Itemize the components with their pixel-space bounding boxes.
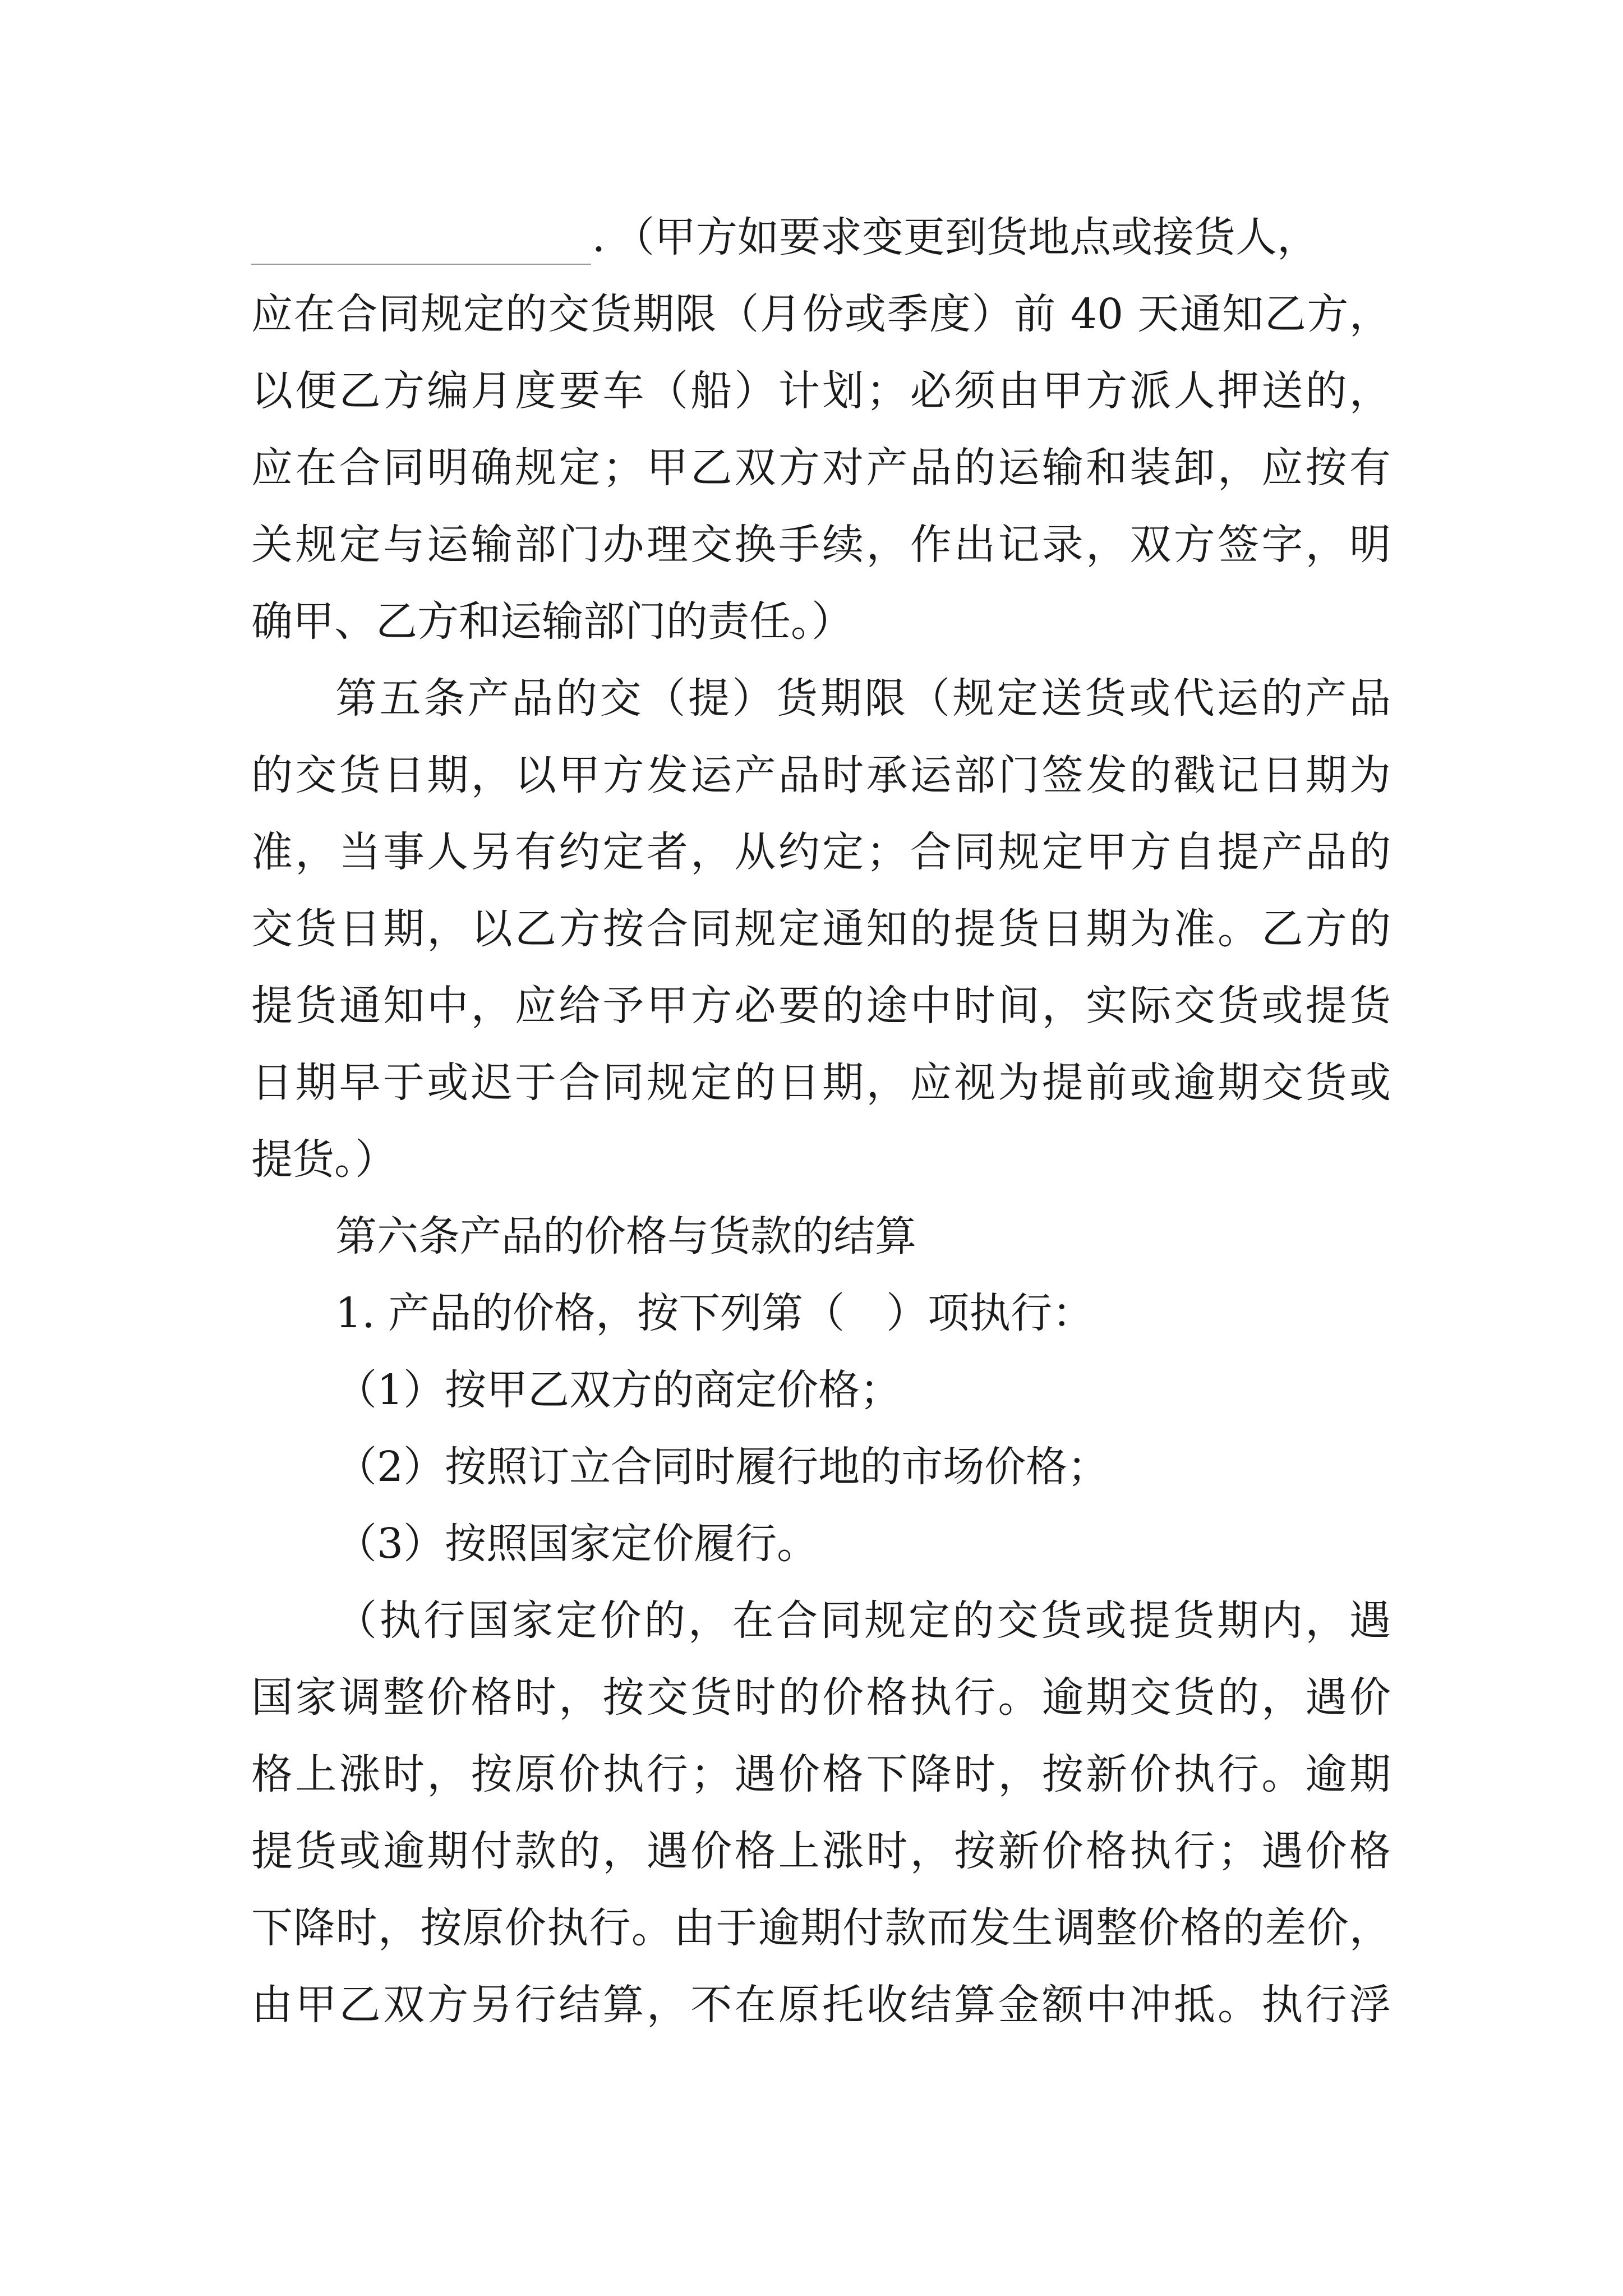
text-line-3: 以便乙方编月度要车（船）计划；必须由甲方派人押送的， [251, 367, 1391, 415]
text-line-6: 确甲、乙方和运输部门的责任。） [251, 597, 853, 646]
text-line-24: 由甲乙双方另行结算，不在原托收结算金额中冲抵。执行浮 [251, 1981, 1391, 2029]
text-line-20: 国家调整价格时，按交货时的价格执行。逾期交货的，遇价 [251, 1673, 1391, 1722]
text-line-5: 关规定与运输部门办理交换手续，作出记录，双方签字，明 [251, 521, 1391, 569]
text-line-12: 日期早于或迟于合同规定的日期，应视为提前或逾期交货或 [251, 1059, 1391, 1107]
text-line-19: （执行国家定价的，在合同规定的交货或提货期内，遇 [335, 1596, 1391, 1645]
text-line-1: ．（甲方如要求变更到货地点或接货人， [592, 213, 1318, 261]
price-option-1: （1）按甲乙双方的商定价格； [335, 1366, 902, 1414]
fill-in-blank-line [251, 264, 591, 265]
text-line-23: 下降时，按原价执行。由于逾期付款而发生调整价格的差价， [251, 1904, 1391, 1952]
text-line-21: 格上涨时，按原价执行；遇价格下降时，按新价执行。逾期 [251, 1750, 1391, 1798]
text-line-22: 提货或逾期付款的，遇价格上涨时，按新价格执行；遇价格 [251, 1827, 1391, 1875]
text-line-2: 应在合同规定的交货期限（月份或季度）前 40 天通知乙方， [251, 290, 1391, 338]
article-6-heading: 第六条产品的价格与货款的结算 [335, 1212, 916, 1260]
text-line-13: 提货。） [251, 1135, 396, 1184]
price-clause-item: 1. 产品的价格，按下列第（ ）项执行： [335, 1289, 1094, 1337]
price-option-2: （2）按照订立合同时履行地的市场价格； [335, 1443, 1109, 1491]
text-line-10: 交货日期，以乙方按合同规定通知的提货日期为准。乙方的 [251, 905, 1391, 953]
text-line-4: 应在合同明确规定；甲乙双方对产品的运输和装卸，应按有 [251, 444, 1391, 492]
article-5-heading-line: 第五条产品的交（提）货期限（规定送货或代运的产品 [335, 674, 1391, 723]
price-option-3: （3）按照国家定价履行。 [335, 1520, 819, 1568]
text-line-11: 提货通知中，应给予甲方必要的途中时间，实际交货或提货 [251, 982, 1391, 1030]
text-line-8: 的交货日期，以甲方发运产品时承运部门签发的戳记日期为 [251, 751, 1391, 799]
text-line-9: 准，当事人另有约定者，从约定；合同规定甲方自提产品的 [251, 828, 1391, 876]
